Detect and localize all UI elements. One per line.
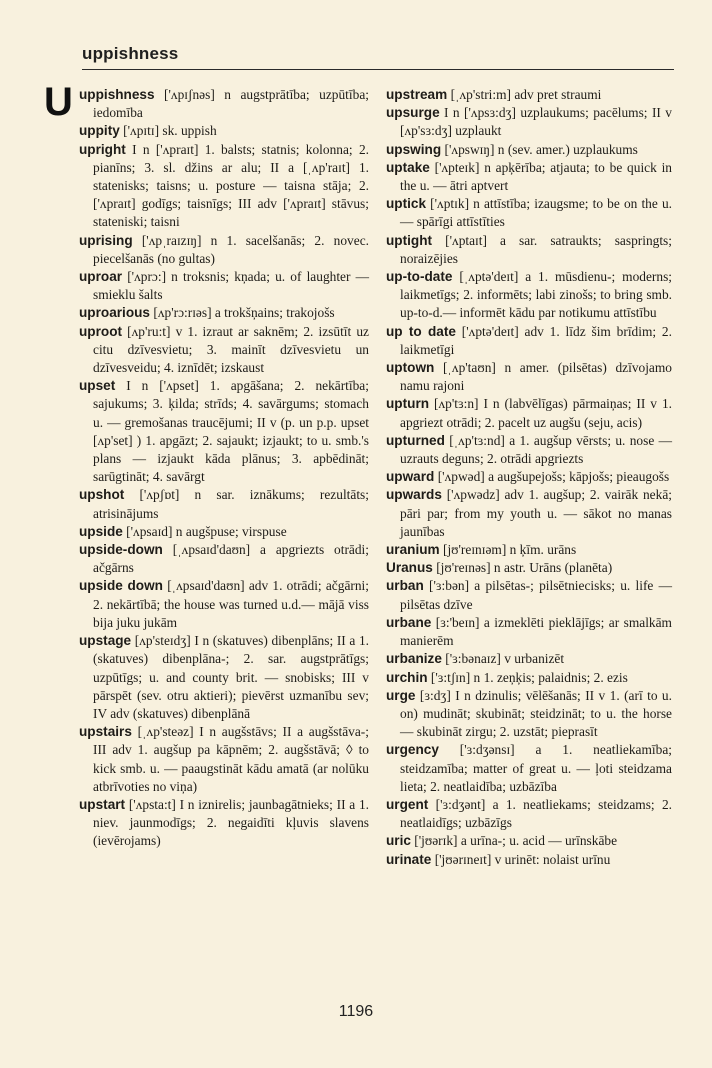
entry-definition: ['ɜ:bən] a pilsētas-; pilsētniecisks; u. life — pilsētas dzīve [400, 578, 672, 612]
entry-definition: ['jʊərɪk] a urīna-; u. acid — urīnskābe [414, 833, 618, 849]
dictionary-entry [386, 195, 672, 231]
dictionary-entry [386, 141, 672, 159]
headword: uppishness [79, 87, 155, 102]
headword: upswing [386, 141, 442, 157]
dictionary-entry [79, 486, 369, 522]
entry-definition: [ʌp'rɔ:rɪəs] a trokšņains; trakojošs [153, 305, 335, 321]
entry-definition: [ʌp'tɜ:n] I n (labvēlīgas) pārmaiņas; II v 1. apgriezt otrādi; 2. pacelt uz augšu (seju, acis) [400, 396, 672, 430]
dictionary-entry [386, 232, 672, 268]
entry-definition: ['ʌpwəd] a augšupejošs; kāpjošs; pieaugošs [437, 469, 670, 485]
dictionary-entry [386, 614, 672, 650]
headword: upstage [79, 633, 132, 649]
entry-definition: [ˌʌpsaɪd'daʊn] a apgriezts otrādi; ačgārns [93, 542, 369, 576]
headword: upright [79, 141, 126, 157]
entry-definition: [ˌʌpsaɪd'daʊn] adv 1. otrādi; ačgārni; 2. nekārtībā; the house was turned u.d.— mājā viss bija juku jukām [93, 578, 369, 630]
dictionary-entry [386, 159, 672, 195]
entry-definition: ['ʌpwədz] adv 1. augšup; 2. vairāk nekā; pāri par; from my youth u. — sākot no manas jaunības [400, 487, 672, 539]
dictionary-entry [79, 577, 369, 632]
entry-definition: ['ʌpɪʃnəs] n augstprātība; uzpūtība; iedomība [93, 87, 369, 121]
headword: upside down [79, 578, 163, 594]
dictionary-entry [386, 577, 672, 613]
headword: uranium [386, 542, 440, 558]
headword: uric [386, 833, 411, 849]
headword: urgency [386, 742, 439, 758]
headword: uprising [79, 232, 133, 248]
entry-definition: [ˌʌp'steəz] I n augšstāvs; II a augšstāva-; III adv 1. augšup pa kāpnēm; 2. augšstāvā; ◊ to kick smb. u. — paaugstināt kādu amatā (ar nolūku atbrīvoties no viņa) [93, 724, 369, 794]
dictionary-entry [79, 122, 369, 140]
headword: upside-down [79, 542, 163, 558]
headword: upstart [79, 796, 126, 812]
dictionary-entry [386, 468, 672, 486]
headword: Uranus [386, 560, 433, 576]
dictionary-entry [386, 86, 672, 104]
dictionary-entry [386, 359, 672, 395]
dictionary-entry [79, 268, 369, 304]
entry-definition: [ɜ:'beɪn] a izmeklēti pieklājīgs; ar smalkām manierēm [400, 614, 672, 649]
headword: upset [79, 378, 116, 394]
dictionary-entry [386, 268, 672, 323]
entry-definition: ['ʌpteɪk] n apķērība; atjauta; to be quick in the u. — ātri aptvert [400, 159, 672, 194]
dictionary-entry [386, 395, 672, 431]
headword: upside [79, 523, 123, 539]
entry-definition: ['ʌpsaɪd] n augšpuse; virspuse [126, 523, 287, 539]
headword: upturn [386, 396, 430, 412]
page-title: uppishness [82, 44, 179, 63]
entry-definition: [ɜ:dʒ] I n dzinulis; vēlēšanās; II v 1. (arī to u. on) mudināt; skubināt; steidzināt; to u. the horse — skubināt zirgu; 2. uzstāt; pieprasīt [400, 687, 672, 740]
headword: uppity [79, 123, 120, 139]
dictionary-entry [79, 86, 369, 122]
headword: urinate [386, 851, 432, 867]
headword: upsurge [386, 105, 440, 121]
section-letter: U [44, 80, 73, 124]
entry-definition: ['ʌptɪk] n attīstība; izaugsme; to be on the u. — spārīgi attīstīties [400, 196, 672, 230]
entry-definition: ['ʌpsta:t] I n iznirelis; jaunbagātnieks; II a 1. niev. jaunmodīgs; 2. negaidīti kļuvis slavens (ievērojams) [93, 796, 369, 849]
entry-definition: [ʌp'steɪdʒ] I n (skatuves) dibenplāns; II a 1. (skatuves) dibenplāna-; 2. sar. augstprātīgs; uzpūtīgs; u. and county brit. — snobisks; III v pārspēt (sev. otru aktieri); pievērst uzmanību sev; IV adv (skatuves) dibenplānā [93, 633, 369, 721]
dictionary-entry [386, 559, 672, 577]
dictionary-entry [79, 796, 369, 851]
entry-definition: [jʊ'reɪnəs] n astr. Urāns (planēta) [436, 560, 613, 576]
entry-definition: I n ['ʌpraɪt] 1. balsts; statnis; kolonna; 2. pianīns; 3. sl. džins ar alu; II a [ˌʌp'raɪt] 1. statenisks; taisns; u. posture — taisna stāja; 2. ['ʌpraɪt] godīgs; taisnīgs; III adv ['ʌpraɪt] stāvus; stateniski; taisni [93, 141, 369, 230]
dictionary-entry [79, 723, 369, 796]
entry-definition: ['ʌprɔ:] n troksnis; kņada; u. of laughter — smieklu šalts [93, 269, 369, 303]
entry-definition: ['ʌptaɪt] a sar. satraukts; saspringts; noraizējies [400, 232, 672, 266]
headword: uptown [386, 360, 435, 376]
headword: urgent [386, 796, 429, 812]
dictionary-entry [386, 796, 672, 832]
dictionary-entry [79, 541, 369, 577]
entry-definition: I n ['ʌpset] 1. apgāšana; 2. nekārtība; sajukums; 3. ķilda; strīds; 4. savārgums; stomach u. — gremošanas traucējumi; II v (p. un p.p. upset [ʌp'set] ) 1. apgāzt; 2. sajaukt; izjaukt; to u. smb.'s plans — izjaukt kāda plānus; 3. apbēdināt; sarūgtināt; 4. savārgt [93, 378, 369, 485]
headword: up-to-date [386, 269, 453, 285]
headword: upward [386, 469, 435, 485]
dictionary-entry [386, 832, 672, 850]
headword: urbane [386, 614, 432, 630]
page-number: 1196 [338, 1003, 374, 1020]
dictionary-entry [386, 486, 672, 541]
entry-definition: ['ʌpˌraɪzɪŋ] n 1. sacelšanās; 2. novec. piecelšanās (no gultas) [93, 232, 369, 266]
entry-definition: ['jʊərɪneɪt] v urinēt: nolaist urīnu [434, 851, 611, 867]
dictionary-entry [79, 141, 369, 232]
headword: upstream [386, 87, 448, 102]
dictionary-entry [79, 523, 369, 541]
headword: urban [386, 578, 424, 594]
headword: upwards [386, 487, 442, 503]
header-divider [82, 69, 674, 70]
entry-definition: [ˌʌp'stri:m] adv pret straumi [450, 87, 602, 102]
entry-definition: ['ɜ:bənaɪz] v urbanizēt [445, 651, 565, 667]
dictionary-entry [386, 323, 672, 359]
dictionary-entry [386, 669, 672, 687]
entry-definition: [ˌʌp'taʊn] n amer. (pilsētas) dzīvojamo namu rajoni [400, 360, 672, 394]
dictionary-entry [79, 632, 369, 723]
dictionary-entry [79, 232, 369, 268]
headword: upturned [386, 432, 445, 448]
dictionary-entry [386, 687, 672, 742]
headword: uproar [79, 269, 123, 285]
headword: uptick [386, 196, 427, 212]
entry-definition: ['ʌpswɪŋ] n (sev. amer.) uzplaukums [444, 141, 638, 157]
headword: urchin [386, 669, 428, 685]
entry-definition: ['ʌptə'deɪt] adv 1. līdz šim brīdim; 2. laikmetīgi [400, 323, 672, 357]
headword: urge [386, 687, 416, 703]
entry-definition: [ʌp'ru:t] v 1. izraut ar saknēm; 2. izsūtīt uz citu dzīvesvietu; 3. mainīt dzīvesvietu un dzīvesveidu; 4. iznīdēt; izskaust [93, 323, 369, 376]
headword: uptight [386, 232, 433, 248]
headword: uproot [79, 323, 123, 339]
headword: uproarious [79, 305, 150, 321]
right-column [386, 86, 672, 869]
entry-definition: [ˌʌptə'deɪt] a 1. mūsdienu-; moderns; laikmetīgs; 2. informēts; labi zinošs; to bring smb. up-to-d.— informēt kādu par notikumu attīstību [400, 269, 673, 321]
dictionary-entry [79, 377, 369, 486]
dictionary-entry [79, 304, 369, 322]
entry-definition: [ˌʌp'tɜ:nd] a 1. augšup vērsts; u. nose — uzrauts deguns; 2. otrādi apgriezts [400, 432, 672, 467]
entry-definition: ['ʌpʃɒt] n sar. iznākums; rezultāts; atrisinājums [93, 487, 369, 521]
entry-definition: ['ɜ:dʒənt] a 1. neatliekams; steidzams; 2. neatlaidīgs; uzbāzīgs [400, 796, 672, 831]
entry-definition: [jʊ'reɪnɪəm] n ķīm. urāns [442, 542, 577, 558]
dictionary-entry [386, 104, 672, 140]
dictionary-entry [386, 432, 672, 468]
dictionary-entry [79, 323, 369, 378]
headword: up to date [386, 323, 456, 339]
dictionary-entry [386, 650, 672, 668]
entry-definition: I n ['ʌpsɜ:dʒ] uzplaukums; pacēlums; II v [ʌp'sɜ:dʒ] uzplaukt [400, 105, 672, 139]
entry-definition: ['ʌpɪtɪ] sk. uppish [123, 123, 217, 139]
dictionary-entry [386, 541, 672, 559]
entry-definition: ['ɜ:dʒənsɪ] a 1. neatliekamība; steidzamība; matter of great u. — ļoti steidzama lieta; 2. neatlaidība; uzbāzība [400, 742, 672, 794]
dictionary-entry [386, 851, 672, 869]
headword: upstairs [79, 724, 132, 740]
dictionary-entry [386, 741, 672, 796]
headword: uptake [386, 159, 430, 175]
left-column [79, 86, 369, 851]
headword: urbanize [386, 651, 442, 667]
headword: upshot [79, 487, 125, 503]
entry-definition: ['ɜ:tʃɪn] n 1. zeņķis; palaidnis; 2. ezis [430, 669, 628, 685]
